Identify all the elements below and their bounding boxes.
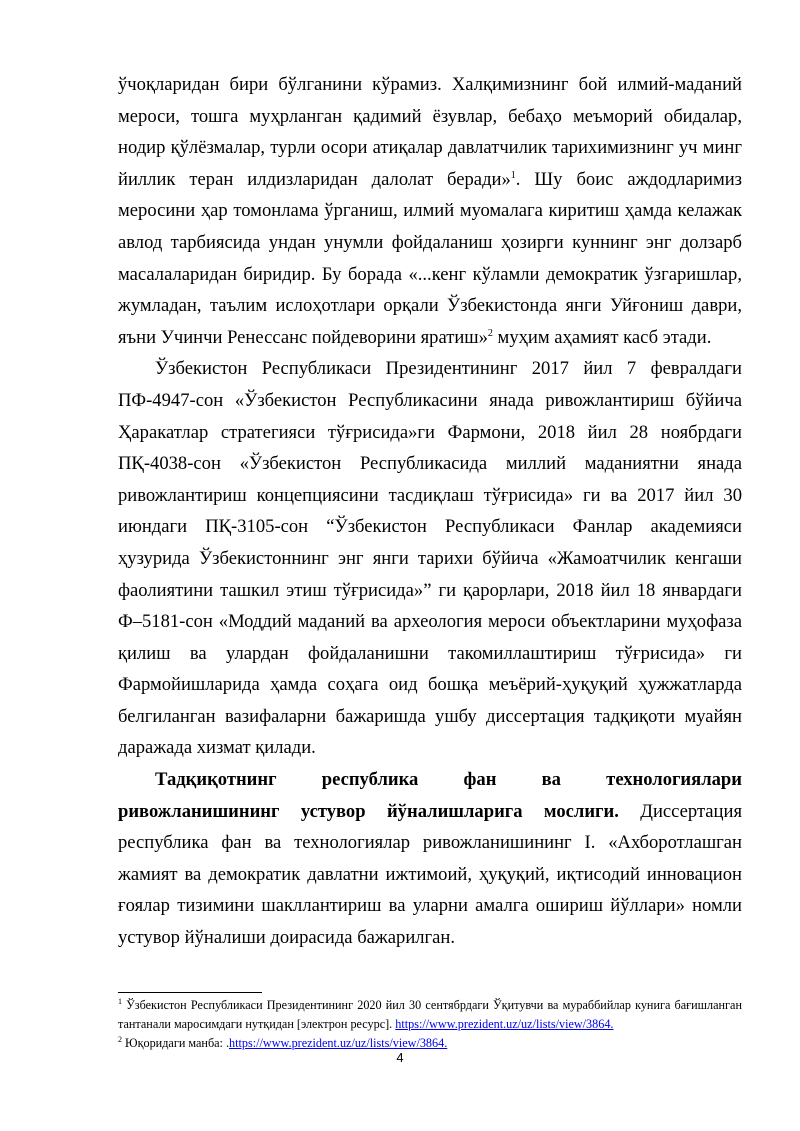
paragraph-1 [118,69,742,353]
footnotes [118,996,742,1053]
footnote-2-link[interactable]: https://www.prezident.uz/uz/lists/view/3864. [229,1036,448,1050]
paragraph-1-text: ўчоқларидан бири бўлганини кўрамиз. Халқимизнинг бой илмий-маданий мероси, тошга муҳрланган қадимий ёзувлар, бебаҳо меъморий обидалар, нодир қўлёзмалар, турли осори атиқалар давлатчилик тарихимизнинг уч минг йиллик теран илдизларидан далолат беради» [118,74,742,190]
footnote-separator [118,992,262,993]
paragraph-3 [118,764,742,954]
paragraph-2: Ўзбекистон Республикаси Президентининг 2017 йил 7 февралдаги ПФ-4947-сон «Ўзбекистон Республикасини янада ривожлантириш бўйича Ҳаракатлар стратегияси тўғрисида»ги Фармони, 2018 йил 28 ноябрдаги ПҚ-4038-сон «Ўзбекистон Республикасида миллий маданиятни янада ривожлантириш концепциясини тасдиқлаш тўғрисида» ги ва 2017 йил 30 июндаги ПҚ-3105-сон “Ўзбекистон Республикаси Фанлар академияси ҳузурида Ўзбекистоннинг энг янги тарихи бўйича «Жамоатчилик кенгаши фаолиятини ташкил этиш тўғрисида»” ги қарорлари, 2018 йил 18 январдаги Ф–5181-сон «Моддий маданий ва археология мероси объектларини муҳофаза қилиш ва улардан фойдаланишни такомиллаштириш тўғрисида» ги Фармойишларида ҳамда соҳага оид бошқа меъёрий-ҳуқуқий ҳужжатларда белгиланган вазифаларни бажаришда ушбу диссертация тадқиқоти муайян даражада хизмат қилади. [118,358,742,759]
paragraph-1-text-end: муҳим аҳамият касб этади. [492,326,712,348]
footnote-1-text: Ўзбекистон Республикаси Президентининг 2020 йил 30 сентябрдаги Ўқитувчи ва мураббийлар кунига бағишланган тантанали маросимдаги нутқидан [электрон ресурс]. [118,998,742,1031]
footnote-2-text: Юқоридаги манба: . [122,1036,230,1050]
paragraph-3-text: Диссертация республика фан ва технологиялар ривожланишининг I. «Ахборотлашган жамият ва демократик давлатни ижтимоий, ҳуқуқий, иқтисодий инновацион ғоялар тизимини шакллантириш ва уларни амалга ошириш йўллари» номли устувор йўналиши доирасида бажарилган. [118,800,742,949]
footnote-ref-2[interactable]: 2 [487,327,493,339]
footnote-1 [118,996,742,1034]
footnote-ref-1[interactable]: 1 [510,169,516,181]
footnote-2-marker: 2 [118,1034,122,1044]
footnote-1-marker: 1 [118,996,122,1006]
footnote-1-link[interactable]: https://www.prezident.uz/uz/lists/view/3864. [395,1017,614,1031]
section-heading: Тадқиқотнинг республика фан ва технологиялари ривожланишининг устувор йўналишларига мослиги. [118,769,742,822]
page-number: 4 [396,1050,404,1065]
paragraph-1-text-cont: . Шу боис аждодларимиз меросини ҳар томонлама ўрганиш, илмий муомалага киритиш ҳамда келажак авлод тарбиясида ундан унумли фойдаланиш ҳозирги куннинг энг долзарб масалаларидан биридир. Бу борада «...кенг кўламли демократик ўзгаришлар, жумладан, таълим ислоҳотлари орқали Ўзбекистонда янги Уйғониш даври, яъни Учинчи Ренессанс пойдеворини яратиш» [118,168,743,348]
body-text [118,69,742,954]
